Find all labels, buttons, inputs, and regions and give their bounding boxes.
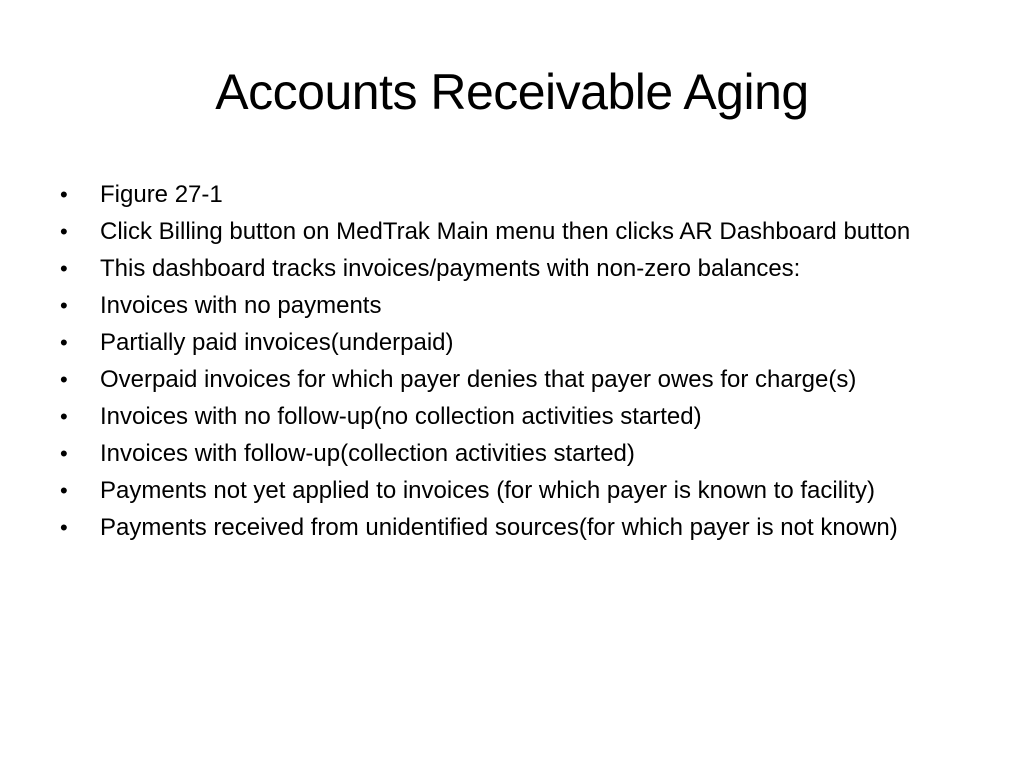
bullet-text: Figure 27-1 [100,181,223,208]
bullet-text: Click Billing button on MedTrak Main menu then clicks AR Dashboard button [100,218,911,245]
bullet-item [56,365,976,395]
bullet-item [56,439,976,469]
bullet-icon: • [60,182,68,207]
bullet-icon: • [60,515,68,540]
bullet-icon: • [60,330,68,355]
bullet-text: Payments not yet applied to invoices (for which payer is known to facility) [100,477,876,504]
bullet-text: Payments received from unidentified sources(for which payer is not known) [100,514,898,541]
bullet-item [56,328,976,358]
bullet-item [56,402,976,432]
bullet-icon: • [60,256,68,281]
bullet-icon: • [60,404,68,429]
bullet-item [56,180,976,210]
bullet-text: Invoices with no payments [100,292,382,319]
bullet-icon: • [60,219,68,244]
bullet-item [56,291,976,321]
bullet-text: Invoices with no follow-up(no collection activities started) [100,403,702,430]
bullet-text: Partially paid invoices(underpaid) [100,329,454,356]
bullet-icon: • [60,293,68,318]
bullet-list [56,180,976,550]
bullet-text: Overpaid invoices for which payer denies that payer owes for charge(s) [100,366,857,393]
bullet-text: This dashboard tracks invoices/payments with non-zero balances: [100,255,801,282]
bullet-icon: • [60,367,68,392]
bullet-text: Invoices with follow-up(collection activities started) [100,440,635,467]
bullet-icon: • [60,441,68,466]
bullet-icon: • [60,478,68,503]
bullet-item [56,513,976,543]
bullet-item [56,254,976,284]
bullet-item [56,476,976,506]
slide-title: Accounts Receivable Aging [215,64,809,120]
bullet-item [56,217,976,247]
